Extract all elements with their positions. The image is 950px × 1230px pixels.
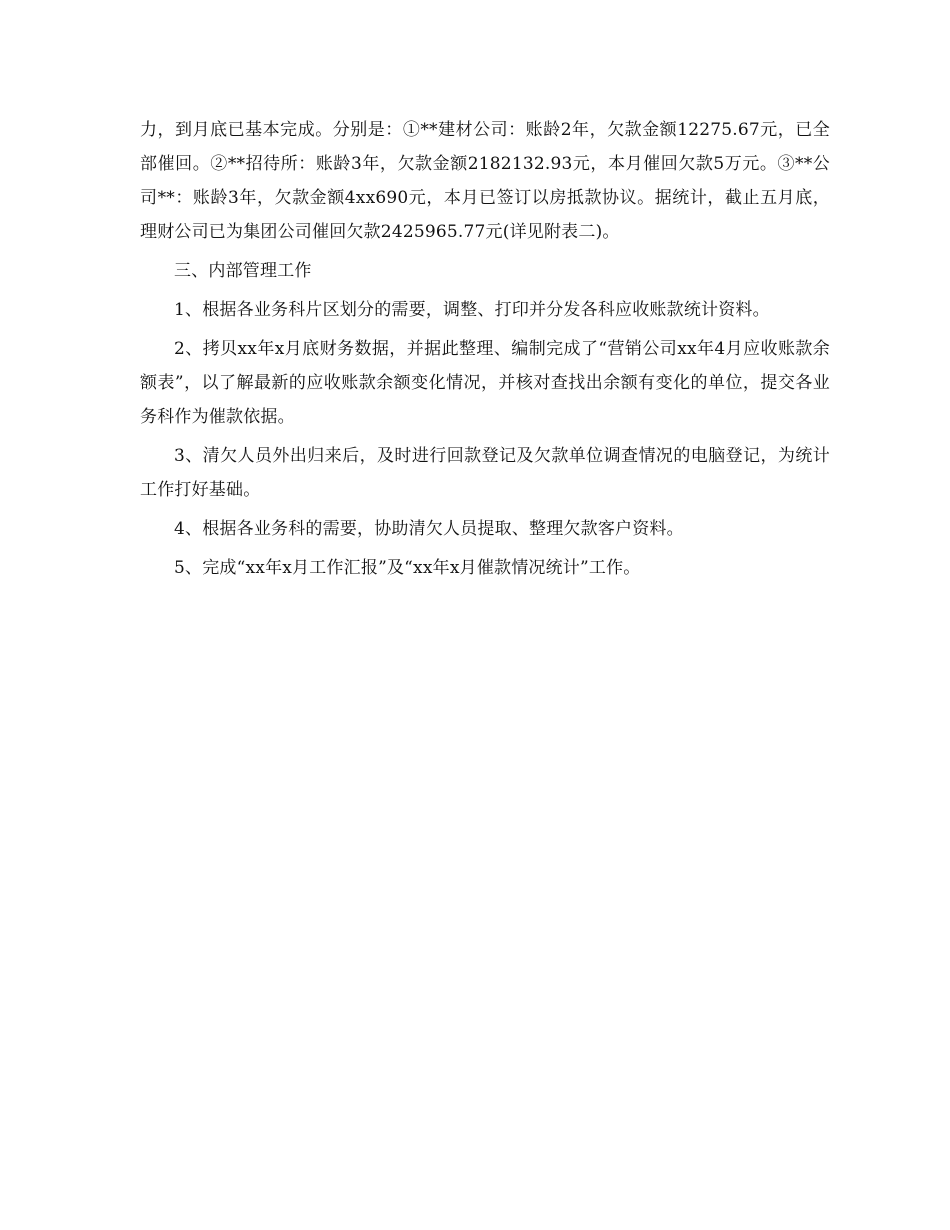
debt-collection-paragraph: 力，到月底已基本完成。分别是：①**建材公司：账龄2年，欠款金额12275.67元，已全部催回。②**招待所：账龄3年，欠款金额2182132.93元，本月催回欠款5万元。③**公司**：账龄3年，欠款金额4xx690元，本月已签订以房抵款协议。据统计，截止五月底，理财公司已为集团公司催回欠款2425965.77元(详见附表二)。 [140, 120, 830, 242]
list-item-2: 2、拷贝xx年x月底财务数据，并据此整理、编制完成了“营销公司xx年4月应收账款余额表”，以了解最新的应收账款余额变化情况，并核对查找出余额有变化的单位，提交各业务科作为催款依据。 [140, 339, 830, 427]
list-item-1: 1、根据各业务科片区划分的需要，调整、打印并分发各科应收账款统计资料。 [174, 300, 770, 320]
list-item-4: 4、根据各业务科的需要，协助清欠人员提取、整理欠款客户资料。 [174, 519, 684, 539]
section-heading-internal-management: 三、内部管理工作 [174, 261, 312, 281]
list-item-3: 3、清欠人员外出归来后，及时进行回款登记及欠款单位调查情况的电脑登记，为统计工作打好基础。 [140, 446, 830, 500]
list-item-5: 5、完成“xx年x月工作汇报”及“xx年x月催款情况统计”工作。 [174, 558, 641, 578]
document-body [140, 113, 830, 585]
